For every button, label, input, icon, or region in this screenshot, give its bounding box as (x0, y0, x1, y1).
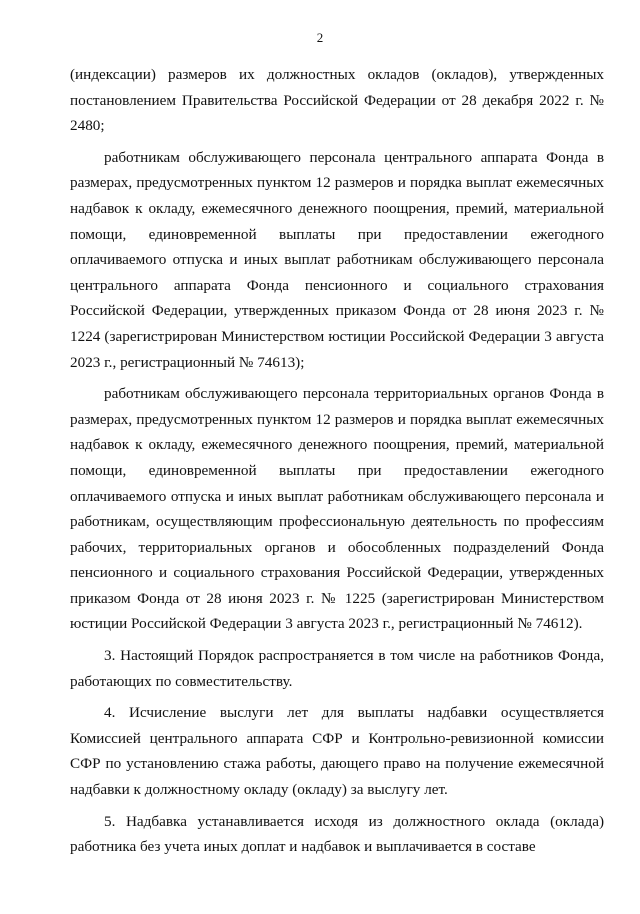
page-number: 2 (316, 30, 324, 45)
paragraph-central-staff: работникам обслуживающего персонала центрального аппарата Фонда в размерах, предусмотренных пунктом 12 размеров и порядка выплат ежемесячных надбавок к окладу, ежемесячного денежного поощрения, премий, материальной помощи, единовременной выплаты при предоставлении ежегодного оплачиваемого отпуска и иных выплат работникам обслуживающего персонала центрального аппарата Фонда пенсионного и социального страхования Российской Федерации, утвержденных приказом Фонда от 28 июня 2023 г. № 1224 (зарегистрирован Министерством юстиции Российской Федерации 3 августа 2023 г., регистрационный № 74613); (70, 148, 604, 371)
document-body (70, 62, 604, 866)
paragraph-item-3: 3. Настоящий Порядок распространяется в том числе на работников Фонда, работающих по совместительству. (70, 647, 604, 690)
paragraph-item-5: 5. Надбавка устанавливается исходя из должностного оклада (оклада) работника без учета иных доплат и надбавок и выплачивается в составе (70, 812, 604, 856)
paragraph-territorial-staff: работникам обслуживающего персонала территориальных органов Фонда в размерах, предусмотренных пунктом 12 размеров и порядка выплат ежемесячных надбавок к окладу, ежемесячного денежного поощрения, премий, материальной помощи, единовременной выплаты при предоставлении ежегодного оплачиваемого отпуска и иных выплат работникам обслуживающего персонала и работникам, осуществляющим профессиональную деятельность по профессиям рабочих, территориальных органов и обособленных подразделений Фонда пенсионного и социального страхования Российской Федерации, утвержденных приказом Фонда от 28 июня 2023 г. № 1225 (зарегистрирован Министерством юстиции Российской Федерации 3 августа 2023 г., регистрационный № 74612). (70, 385, 604, 633)
paragraph-continuation: (индексации) размеров их должностных окладов (окладов), утвержденных постановлением Правительства Российской Федерации от 28 декабря 2022 г. № 2480; (70, 66, 604, 135)
paragraph-item-4: 4. Исчисление выслуги лет для выплаты надбавки осуществляется Комиссией центрального аппарата СФР и Контрольно-ревизионной комиссии СФР по установлению стажа работы, дающего право на получение ежемесячной надбавки к должностному окладу (окладу) за выслугу лет. (70, 704, 604, 799)
